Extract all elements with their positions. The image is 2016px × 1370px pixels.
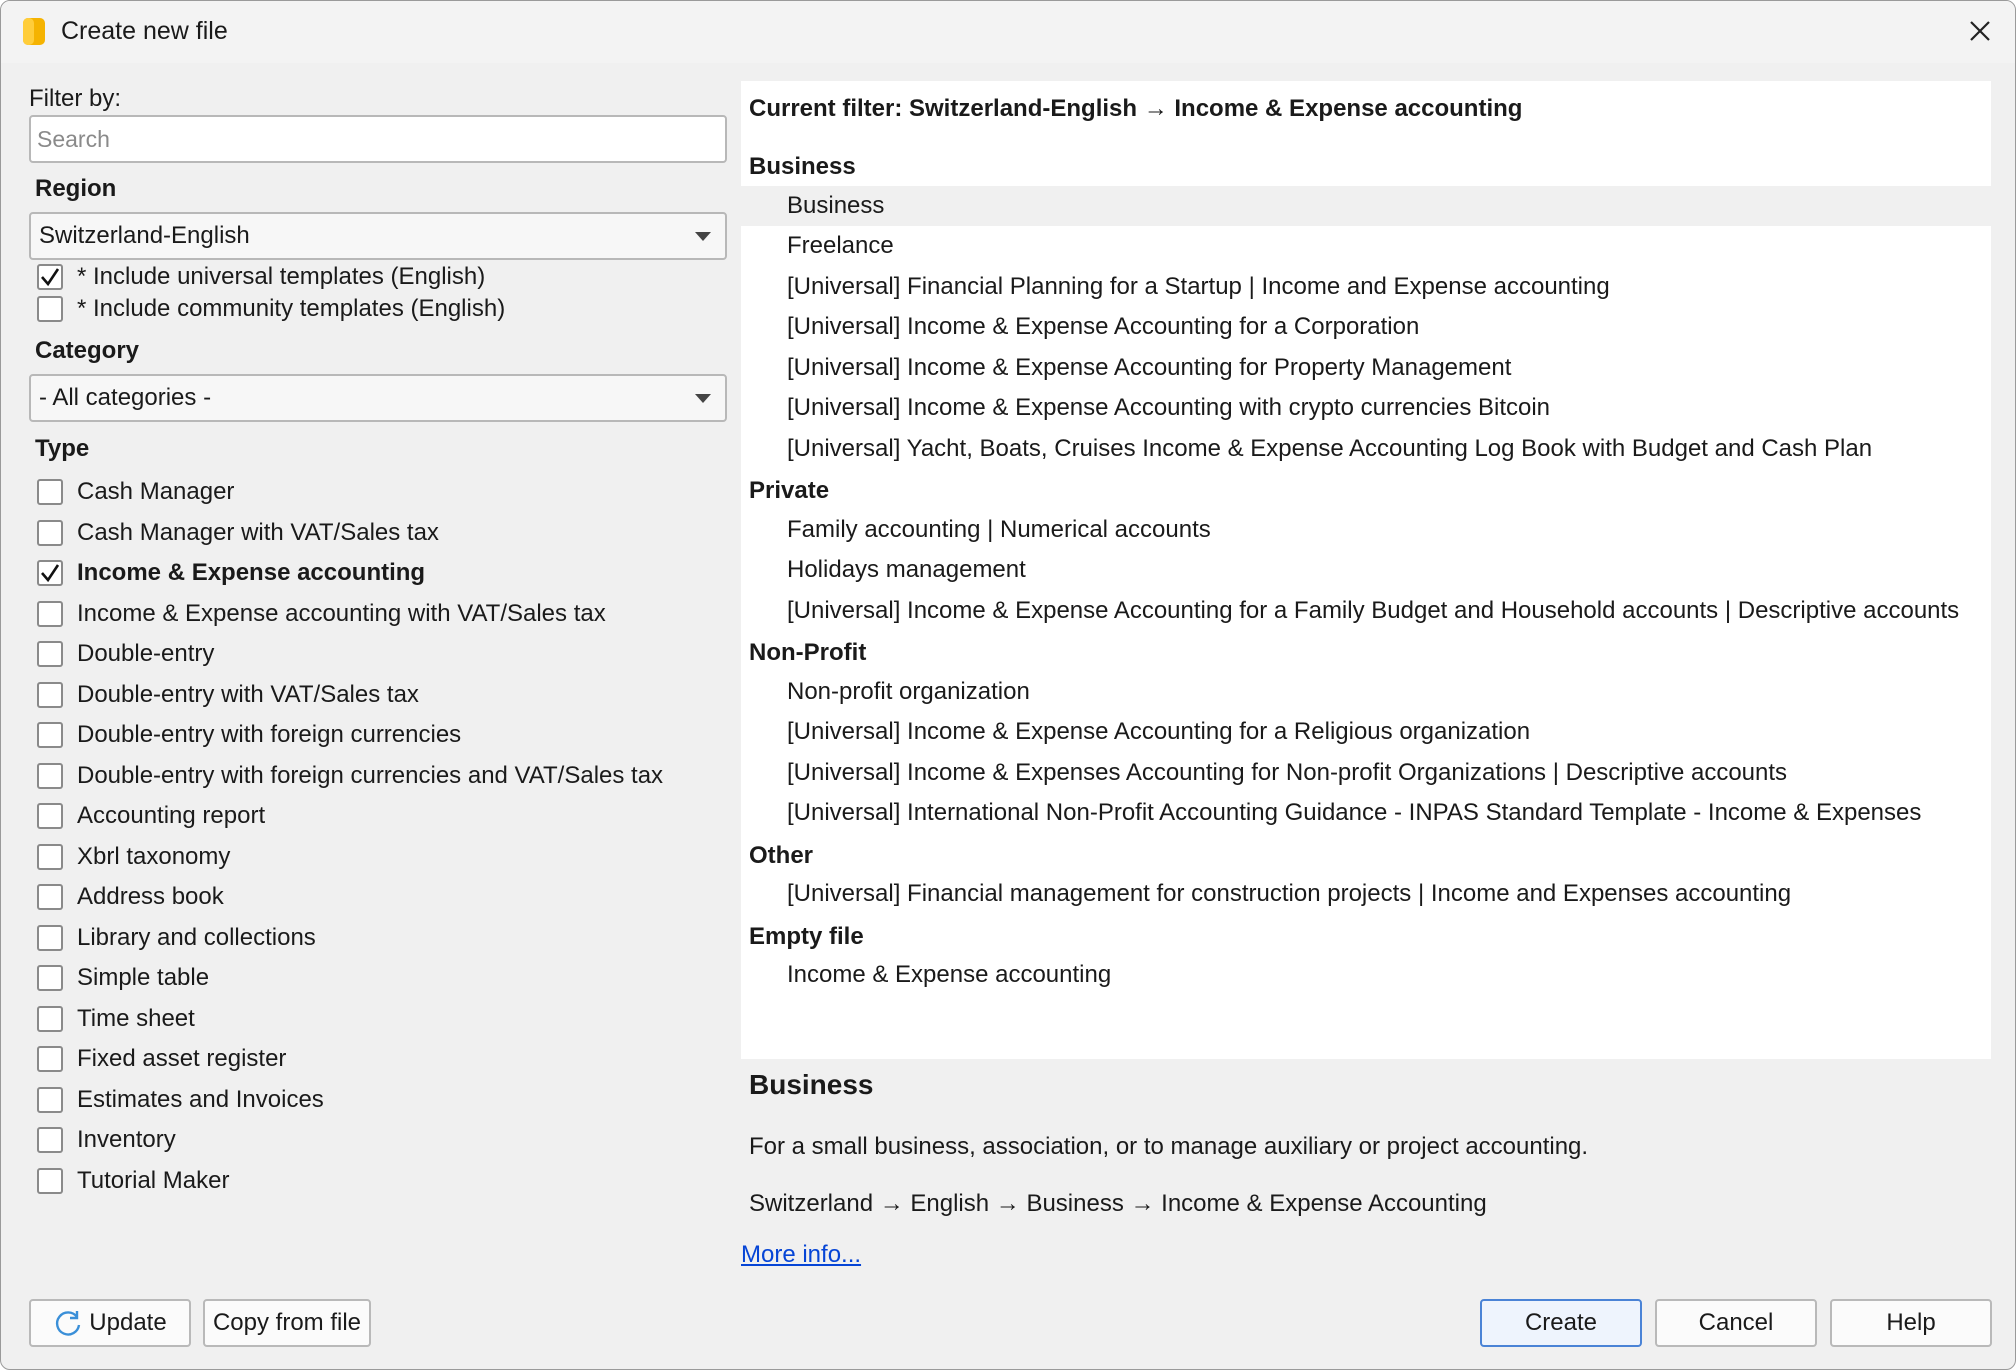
- checkbox-box[interactable]: [37, 1087, 63, 1113]
- type-checkbox[interactable]: [37, 517, 439, 549]
- type-checkbox[interactable]: [37, 719, 461, 751]
- template-item[interactable]: [Universal] Yacht, Boats, Cruises Income & Expense Accounting Log Book with Budget and Cash Plan: [787, 434, 1873, 462]
- update-button[interactable]: [29, 1299, 191, 1347]
- type-checkbox-label: Cash Manager with VAT/Sales tax: [77, 518, 439, 546]
- template-item[interactable]: [Universal] Income & Expense Accounting for a Religious organization: [787, 718, 1531, 745]
- search-input[interactable]: [29, 115, 727, 163]
- help-button[interactable]: Help: [1830, 1299, 1992, 1347]
- checkmark-icon: [39, 562, 61, 584]
- type-checkbox-label: Double-entry: [77, 640, 215, 667]
- template-item[interactable]: Income & Expense accounting: [787, 961, 1112, 988]
- close-icon: [1968, 19, 1992, 43]
- template-item[interactable]: [Universal] Income & Expense Accounting for a Family Budget and Household accounts | Descriptive accounts: [787, 596, 1960, 624]
- checkbox-box[interactable]: [37, 803, 63, 829]
- type-checkbox-label: Double-entry with VAT/Sales tax: [77, 680, 419, 708]
- type-checkbox[interactable]: [37, 800, 265, 832]
- template-group-heading: Business: [749, 153, 856, 180]
- template-item[interactable]: Family accounting | Numerical accounts: [787, 515, 1211, 543]
- template-item[interactable]: [Universal] International Non-Profit Accounting Guidance - INPAS Standard Template - Income & Expenses: [787, 799, 1922, 826]
- checkbox-box[interactable]: [37, 641, 63, 667]
- checkbox-box[interactable]: [37, 296, 63, 322]
- type-checkbox-label: Income & Expense accounting with VAT/Sales tax: [77, 599, 606, 627]
- type-checkbox-label: Estimates and Invoices: [77, 1085, 324, 1113]
- region-select-value: Switzerland-English: [39, 222, 250, 249]
- type-checkbox-label: Time sheet: [77, 1004, 195, 1032]
- create-button[interactable]: Create: [1480, 1299, 1642, 1347]
- description-text: For a small business, association, or to manage auxiliary or project accounting.: [749, 1133, 1589, 1160]
- type-checkbox[interactable]: [37, 881, 224, 913]
- template-item[interactable]: [Universal] Financial Planning for a Startup | Income and Expense accounting: [787, 272, 1610, 300]
- template-item[interactable]: Non-profit organization: [787, 677, 1030, 705]
- description-path: Switzerland → English → Business → Income & Expense Accounting: [749, 1190, 1487, 1217]
- checkbox-box[interactable]: [37, 264, 63, 290]
- type-checkbox[interactable]: [37, 1084, 324, 1116]
- close-button[interactable]: [1955, 7, 2005, 55]
- checkbox-box[interactable]: [37, 601, 63, 627]
- checkbox-box[interactable]: [37, 722, 63, 748]
- template-item[interactable]: [Universal] Income & Expense Accounting with crypto currencies Bitcoin: [787, 394, 1551, 421]
- cancel-button[interactable]: Cancel: [1655, 1299, 1817, 1347]
- category-heading: Category: [35, 337, 140, 364]
- current-filter-text: Current filter: Switzerland-English → Income & Expense accounting: [749, 95, 1523, 122]
- type-checkbox-label: Double-entry with foreign currencies: [77, 721, 462, 748]
- type-checkbox[interactable]: [37, 760, 663, 792]
- type-checkbox-label: Address book: [77, 883, 224, 910]
- checkbox-box[interactable]: [37, 844, 63, 870]
- chevron-down-icon: [695, 394, 711, 403]
- template-group-heading: Private: [749, 477, 830, 504]
- type-checkbox-label: Library and collections: [77, 923, 316, 951]
- update-button-label: Update: [89, 1309, 167, 1336]
- template-item[interactable]: [Universal] Income & Expense Accounting for Property Management: [787, 353, 1512, 381]
- include-community-label: * Include community templates (English): [77, 295, 506, 322]
- type-checkbox[interactable]: [37, 1124, 176, 1156]
- banana-app-icon: [21, 15, 47, 47]
- type-checkbox-label: Tutorial Maker: [77, 1166, 230, 1194]
- type-checkbox-label: Xbrl taxonomy: [77, 842, 231, 870]
- description-title: Business: [749, 1069, 874, 1100]
- include-universal-checkbox[interactable]: [37, 261, 485, 293]
- category-select-value: - All categories -: [39, 384, 212, 411]
- include-community-checkbox[interactable]: [37, 293, 505, 325]
- type-checkbox[interactable]: [37, 922, 316, 954]
- checkbox-box[interactable]: [37, 1168, 63, 1194]
- template-group-heading: Other: [749, 841, 814, 869]
- type-heading: Type: [35, 435, 90, 462]
- type-checkbox[interactable]: [37, 476, 234, 508]
- type-checkbox-label: Accounting report: [77, 802, 266, 829]
- checkbox-box[interactable]: [37, 560, 63, 586]
- type-checkbox-label: Inventory: [77, 1126, 176, 1153]
- type-checkbox[interactable]: [37, 598, 606, 630]
- type-checkbox[interactable]: [37, 962, 209, 994]
- checkbox-box[interactable]: [37, 925, 63, 951]
- type-checkbox-label: Cash Manager: [77, 478, 235, 505]
- type-checkbox[interactable]: [37, 1043, 286, 1075]
- type-checkbox[interactable]: [37, 557, 425, 589]
- type-checkbox-label: Fixed asset register: [77, 1045, 287, 1072]
- type-checkbox-label: Double-entry with foreign currencies and VAT/Sales tax: [77, 761, 664, 789]
- checkbox-box[interactable]: [37, 682, 63, 708]
- template-item[interactable]: [Universal] Income & Expense Accounting for a Corporation: [787, 313, 1420, 340]
- checkbox-box[interactable]: [37, 479, 63, 505]
- type-checkbox[interactable]: [37, 679, 419, 711]
- region-heading: Region: [35, 175, 117, 202]
- template-item[interactable]: Holidays management: [787, 556, 1026, 583]
- checkbox-box[interactable]: [37, 520, 63, 546]
- refresh-icon: [53, 1308, 83, 1338]
- region-select[interactable]: [29, 212, 727, 260]
- filter-label: Filter by:: [29, 85, 122, 112]
- template-item[interactable]: [Universal] Income & Expenses Accounting for Non-profit Organizations | Descriptive accounts: [787, 758, 1788, 786]
- template-item[interactable]: Freelance: [787, 232, 894, 259]
- copy-from-file-button[interactable]: Copy from file: [203, 1299, 371, 1347]
- include-universal-label: * Include universal templates (English): [77, 263, 486, 290]
- checkbox-box[interactable]: [37, 1046, 63, 1072]
- chevron-down-icon: [695, 232, 711, 241]
- category-select[interactable]: [29, 374, 727, 422]
- type-checkbox-label: Simple table: [77, 964, 210, 991]
- more-info-link[interactable]: More info...: [741, 1241, 862, 1268]
- template-item[interactable]: Business: [741, 186, 1991, 226]
- type-checkbox[interactable]: [37, 1165, 229, 1197]
- type-checkbox[interactable]: [37, 841, 230, 873]
- type-checkbox[interactable]: [37, 1003, 195, 1035]
- title-bar: [1, 1, 2015, 63]
- window-title: Create new file: [61, 17, 228, 45]
- checkbox-box[interactable]: [37, 763, 63, 789]
- template-list[interactable]: [741, 81, 1991, 1059]
- checkbox-box[interactable]: [37, 1127, 63, 1153]
- template-group-heading: Non-Profit: [749, 639, 867, 666]
- template-item[interactable]: [Universal] Financial management for construction projects | Income and Expenses accounting: [787, 880, 1792, 907]
- type-checkbox-label: Income & Expense accounting: [77, 559, 426, 586]
- template-group-heading: Empty file: [749, 922, 864, 950]
- checkbox-box[interactable]: [37, 965, 63, 991]
- checkmark-icon: [39, 266, 61, 288]
- checkbox-box[interactable]: [37, 884, 63, 910]
- checkbox-box[interactable]: [37, 1006, 63, 1032]
- type-checkbox[interactable]: [37, 638, 214, 670]
